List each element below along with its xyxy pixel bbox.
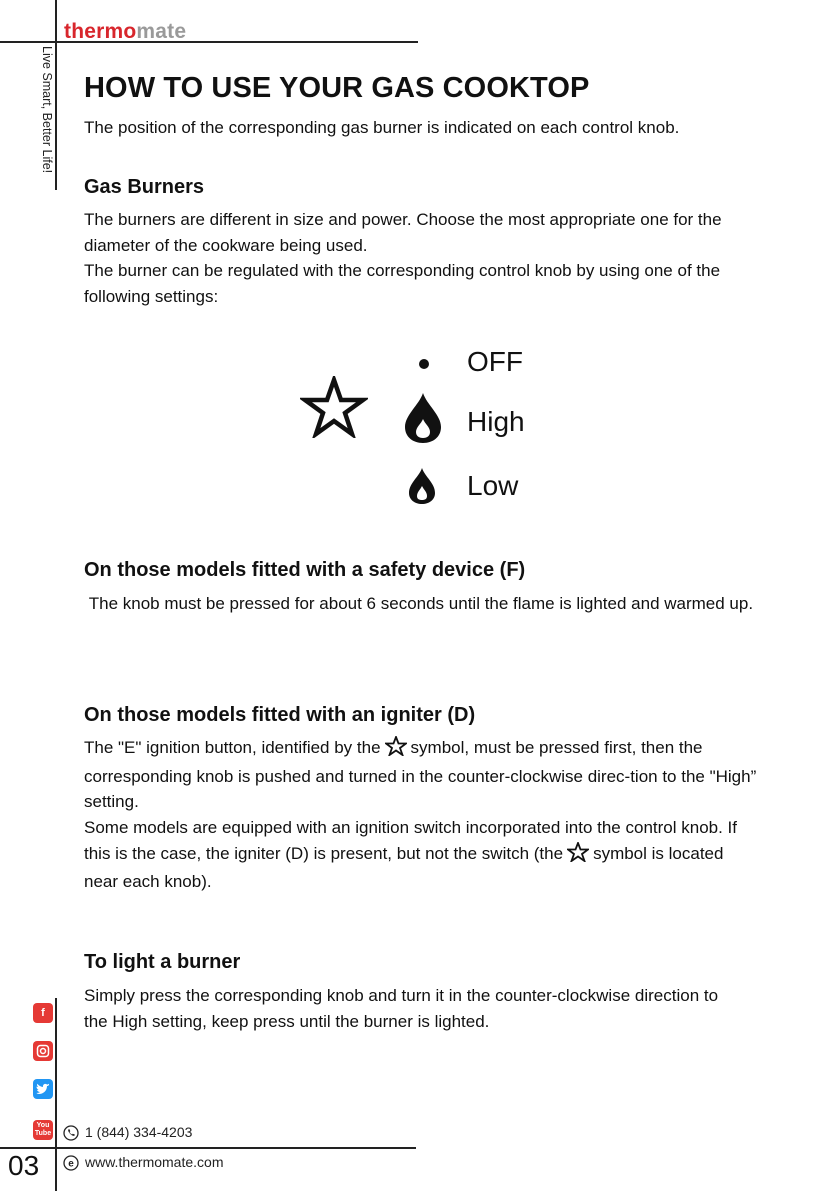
web-icon [63, 1155, 79, 1171]
brand-logo: thermomate [64, 20, 187, 43]
intro-text: The position of the corresponding gas burner is indicated on each control knob. [84, 118, 680, 137]
light-burner-heading: To light a burner [84, 951, 241, 973]
youtube-logo-text: Tube [34, 1130, 52, 1137]
youtube-icon[interactable] [33, 1120, 53, 1140]
footer-website[interactable]: www.thermomate.com [85, 1154, 224, 1170]
igniter-para1-text-a: The "E" ignition button, identified by the [84, 738, 381, 757]
igniter-para2-text-b: symbol is located near each knob). [84, 843, 724, 891]
gas-burners-para2: The burner can be regulated with the corresponding control knob by using one of the following settings: [84, 261, 721, 306]
igniter-para1 [84, 735, 784, 815]
igniter-para2-text-a: Some models are equipped with an ignition switch incorporated into the control knob. If this is the case, the igniter (D) is present, but not the switch (the [84, 818, 737, 863]
setting-label-high: High [467, 406, 525, 437]
igniter-para2 [84, 815, 754, 895]
igniter-para1-text-b: symbol, must be pressed first, then the corresponding knob is pushed and turned in the counter-clockwise direc-tion to the "High” setting. [84, 738, 757, 811]
setting-label-off: OFF [467, 346, 523, 377]
brand-tagline: Live Smart, Better Life! [40, 46, 54, 174]
footer-divider-vertical [55, 998, 57, 1191]
gas-burners-para1: The burners are different in size and power. Choose the most appropriate one for the diameter of the cookware being used. [84, 210, 722, 255]
ignition-star-icon [300, 376, 368, 438]
page-number: 03 [8, 1150, 40, 1181]
safety-heading: On those models fitted with a safety device (F) [84, 559, 526, 581]
gas-burners-heading: Gas Burners [84, 176, 205, 198]
instagram-icon[interactable] [33, 1041, 53, 1061]
svg-text:e: e [68, 1158, 74, 1170]
phone-icon [63, 1125, 79, 1141]
footer-divider-horizontal [0, 1147, 416, 1149]
ignition-star-icon [385, 736, 407, 764]
large-flame-icon [403, 391, 443, 445]
page-title: HOW TO USE YOUR GAS COOKTOP [84, 72, 590, 104]
igniter-heading: On those models fitted with an igniter (D) [84, 704, 476, 726]
light-burner-text: Simply press the corresponding knob and turn it in the counter-clockwise direction to the High setting, keep press until the burner is lighted. [84, 986, 719, 1031]
header-divider-vertical [55, 0, 57, 190]
ignition-star-icon [567, 842, 589, 870]
footer-phone[interactable]: 1 (844) 334-4203 [85, 1124, 193, 1140]
twitter-icon[interactable] [33, 1079, 53, 1099]
facebook-icon[interactable]: f [33, 1003, 53, 1023]
safety-text: The knob must be pressed for about 6 seconds until the flame is lighted and warmed up. [84, 594, 754, 613]
header-divider-horizontal [0, 41, 418, 43]
dot-icon [417, 357, 431, 371]
setting-label-low: Low [467, 470, 519, 501]
small-flame-icon [407, 466, 437, 506]
youtube-logo-text: You [36, 1122, 50, 1129]
